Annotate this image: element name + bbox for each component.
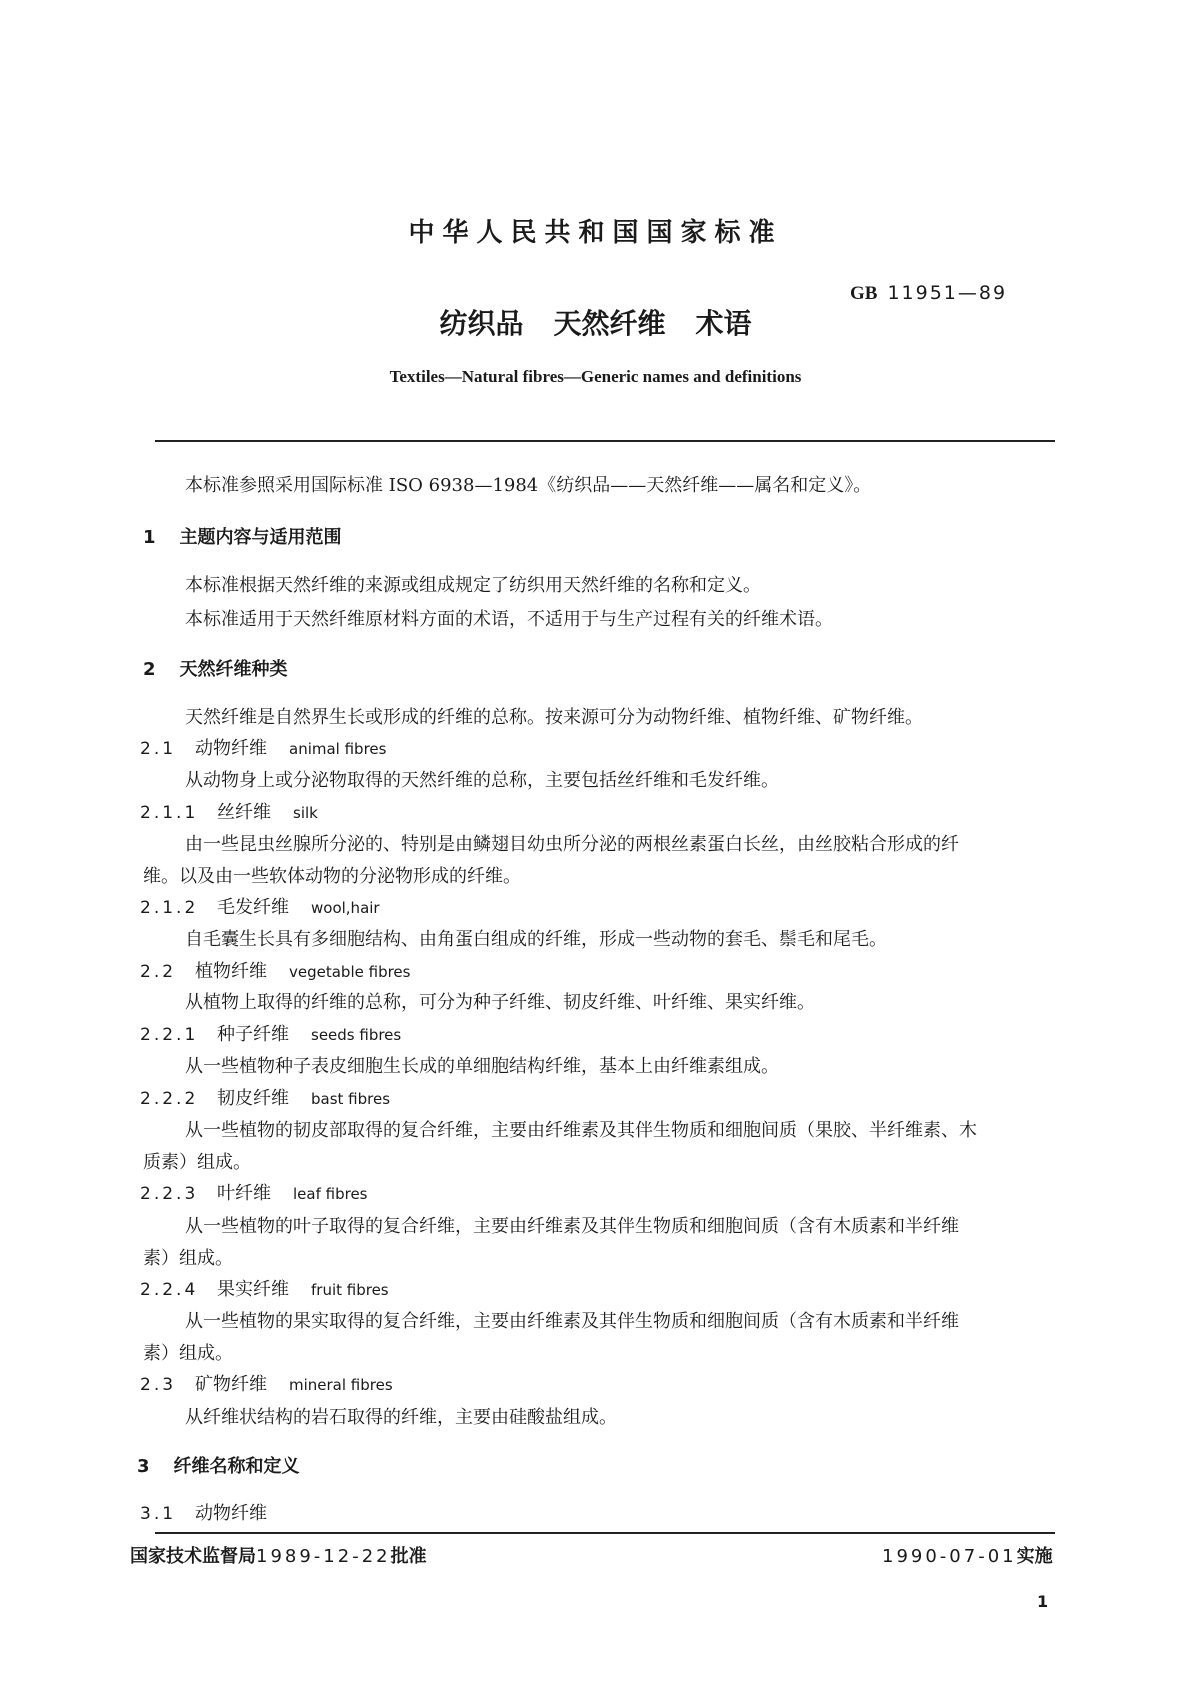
term-cn: 叶纤维: [217, 1183, 271, 1204]
term-2-1-1-definition-line-1: 由一些昆虫丝腺所分泌的、特别是由鳞翅目幼虫所分泌的两根丝素蛋白长丝，由丝胶粘合形成的纤: [185, 834, 959, 855]
term-en: leaf fibres: [293, 1185, 368, 1203]
approval-suffix: 批准: [390, 1546, 427, 1567]
title-part-1: 纺织品: [439, 307, 524, 340]
term-2-1: [140, 734, 386, 760]
standard-prefix: GB: [850, 283, 878, 304]
term-2-1-2-definition: 自毛囊生长具有多细胞结构、由角蛋白组成的纤维，形成一些动物的套毛、鬃毛和尾毛。: [185, 929, 887, 950]
term-2-3-definition: 从纤维状结构的岩石取得的纤维，主要由硅酸盐组成。: [185, 1407, 617, 1428]
section-number: 2: [143, 659, 156, 680]
term-number: 2.2.2: [140, 1089, 199, 1109]
term-2-2-2-definition-line-1: 从一些植物的韧皮部取得的复合纤维，主要由纤维素及其伴生物质和细胞间质（果胶、半纤维素、木: [185, 1120, 977, 1141]
term-en: wool,hair: [311, 899, 380, 917]
document-title-en: Textiles—Natural fibres—Generic names and definitions: [389, 367, 802, 386]
section-1-heading: [143, 523, 342, 549]
national-standard-heading: 中华人民共和国国家标准: [408, 218, 783, 248]
term-en: animal fibres: [289, 740, 387, 758]
term-cn: 动物纤维: [195, 1503, 267, 1524]
term-en: mineral fibres: [289, 1376, 393, 1394]
term-number: 3.1: [140, 1504, 177, 1524]
footer-rule: [155, 1532, 1055, 1534]
term-2-1-1: [140, 798, 318, 824]
term-cn: 矿物纤维: [195, 1374, 267, 1395]
term-2-2-3: [140, 1179, 368, 1205]
term-number: 2.2.3: [140, 1184, 199, 1204]
term-2-2-2-definition-line-2: 质素）组成。: [143, 1152, 251, 1173]
term-2-2-1: [140, 1020, 401, 1046]
term-number: 2.1.1: [140, 803, 199, 823]
term-2-1-1-definition-line-2: 维。以及由一些软体动物的分泌物形成的纤维。: [143, 866, 521, 887]
approving-authority: 国家技术监督局: [130, 1546, 256, 1567]
term-cn: 动物纤维: [195, 738, 267, 759]
standard-number-value: 11951—89: [887, 282, 1008, 304]
term-2-2-definition: 从植物上取得的纤维的总称，可分为种子纤维、韧皮纤维、叶纤维、果实纤维。: [185, 992, 815, 1013]
term-cn: 果实纤维: [217, 1279, 289, 1300]
title-part-3: 术语: [695, 307, 752, 340]
term-cn: 韧皮纤维: [217, 1088, 289, 1109]
term-2-2-4-definition-line-2: 素）组成。: [143, 1343, 233, 1364]
effective-suffix: 实施: [1016, 1546, 1053, 1567]
term-cn: 植物纤维: [195, 961, 267, 982]
approval-line: [130, 1542, 427, 1568]
section-1-paragraph-2: 本标准适用于天然纤维原材料方面的术语，不适用于与生产过程有关的纤维术语。: [185, 609, 833, 630]
term-cn: 种子纤维: [217, 1024, 289, 1045]
term-en: vegetable fibres: [289, 963, 411, 981]
header-rule: [155, 440, 1055, 442]
term-number: 2.2.1: [140, 1025, 199, 1045]
term-number: 2.1.2: [140, 898, 199, 918]
term-2-3: [140, 1370, 393, 1396]
term-2-2: [140, 957, 410, 983]
effective-line: [882, 1542, 1053, 1568]
section-2-paragraph: 天然纤维是自然界生长或形成的纤维的总称。按来源可分为动物纤维、植物纤维、矿物纤维。: [185, 707, 923, 728]
term-en: fruit fibres: [311, 1281, 389, 1299]
section-title: 主题内容与适用范围: [179, 527, 342, 548]
term-2-2-3-definition-line-2: 素）组成。: [143, 1248, 233, 1269]
term-2-2-1-definition: 从一些植物种子表皮细胞生长成的单细胞结构纤维，基本上由纤维素组成。: [185, 1056, 779, 1077]
term-number: 2.2.4: [140, 1280, 199, 1300]
term-3-1: [140, 1499, 267, 1525]
term-2-2-4: [140, 1275, 389, 1301]
term-2-1-2: [140, 893, 380, 919]
section-title: 纤维名称和定义: [173, 1456, 300, 1477]
term-en: seeds fibres: [311, 1026, 402, 1044]
term-cn: 丝纤维: [217, 802, 271, 823]
term-2-2-2: [140, 1084, 390, 1110]
section-3-heading: [137, 1452, 300, 1478]
term-2-1-definition: 从动物身上或分泌物取得的天然纤维的总称，主要包括丝纤维和毛发纤维。: [185, 770, 779, 791]
section-1-paragraph-1: 本标准根据天然纤维的来源或组成规定了纺织用天然纤维的名称和定义。: [185, 575, 761, 596]
term-number: 2.1: [140, 739, 177, 759]
approval-date: 1989-12-22: [256, 1546, 391, 1567]
term-2-2-3-definition-line-1: 从一些植物的叶子取得的复合纤维，主要由纤维素及其伴生物质和细胞间质（含有木质素和半纤维: [185, 1216, 959, 1237]
section-title: 天然纤维种类: [179, 659, 288, 680]
document-title-cn: [0, 302, 1191, 342]
section-2-heading: [143, 655, 288, 681]
term-2-2-4-definition-line-1: 从一些植物的果实取得的复合纤维，主要由纤维素及其伴生物质和细胞间质（含有木质素和半纤维: [185, 1311, 959, 1332]
term-en: bast fibres: [311, 1090, 391, 1108]
section-number: 3: [137, 1456, 150, 1477]
intro-paragraph: 本标准参照采用国际标准 ISO 6938—1984《纺织品——天然纤维——属名和定义》。: [185, 475, 872, 496]
term-cn: 毛发纤维: [217, 897, 289, 918]
page-number: 1: [1037, 1592, 1049, 1611]
term-en: silk: [293, 804, 318, 822]
term-number: 2.3: [140, 1375, 177, 1395]
title-part-2: 天然纤维: [553, 307, 666, 340]
effective-date: 1990-07-01: [882, 1546, 1017, 1567]
section-number: 1: [143, 527, 156, 548]
term-number: 2.2: [140, 962, 177, 982]
